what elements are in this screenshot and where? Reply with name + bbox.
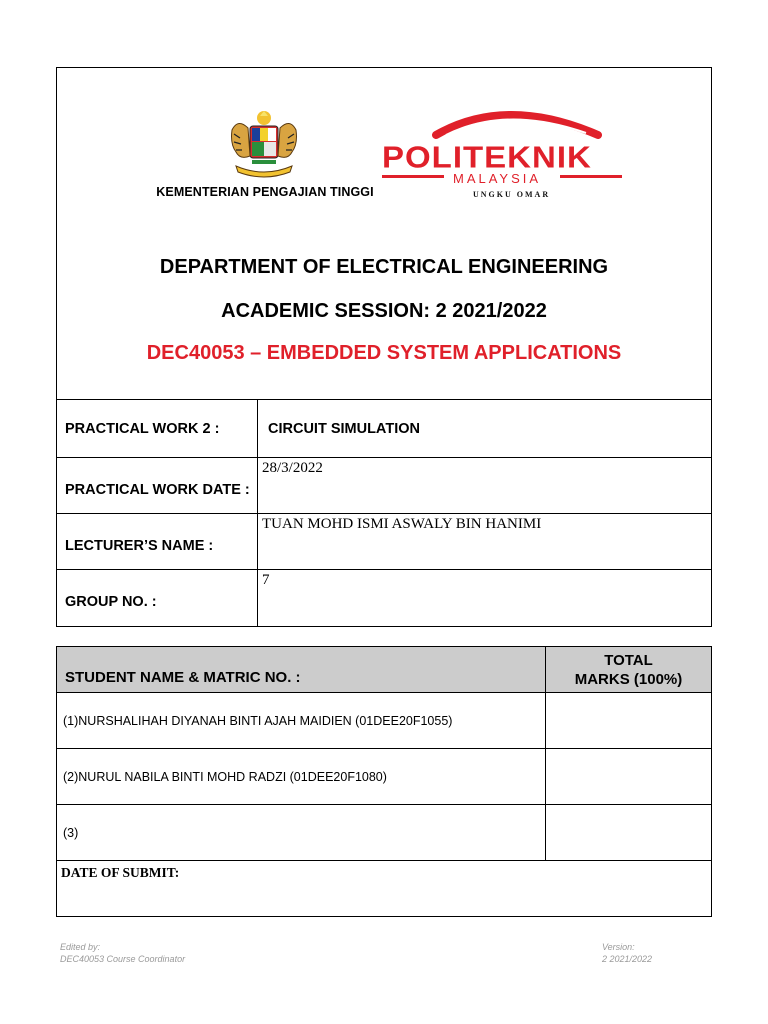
table-header-row [57, 647, 712, 693]
malaysia-wordmark: MALAYSIA [453, 171, 542, 186]
table-row [57, 861, 712, 917]
student-table [56, 646, 712, 917]
student-3-name: (3) [57, 805, 546, 861]
practical-work-value: CIRCUIT SIMULATION [258, 400, 712, 458]
total-marks-header [546, 647, 712, 693]
student-name-header: STUDENT NAME & MATRIC NO. : [57, 647, 546, 693]
total-marks-header-line1: TOTAL [604, 651, 653, 669]
table-row [57, 749, 712, 805]
ministry-name: KEMENTERIAN PENGAJIAN TINGGI [156, 185, 374, 199]
student-1-name: (1)NURSHALIHAH DIYANAH BINTI AJAH MAIDIEN (01DEE20F1055) [57, 693, 546, 749]
lecturer-value: TUAN MOHD ISMI ASWALY BIN HANIMI [258, 514, 712, 570]
politeknik-wordmark: POLITEKNIK [382, 140, 592, 175]
department-title: DEPARTMENT OF ELECTRICAL ENGINEERING [159, 256, 609, 278]
group-label: GROUP NO. : [57, 570, 258, 627]
table-row [57, 458, 712, 514]
student-1-marks [546, 693, 712, 749]
practical-info-table [56, 399, 712, 627]
table-row [57, 693, 712, 749]
student-3-marks [546, 805, 712, 861]
footer-version-label: Version: [602, 942, 635, 952]
group-value: 7 [258, 570, 712, 627]
course-title: DEC40053 – EMBEDDED SYSTEM APPLICATIONS [146, 342, 622, 364]
practical-date-label: PRACTICAL WORK DATE : [57, 458, 258, 514]
table-row [57, 400, 712, 458]
footer-version [602, 941, 652, 965]
footer-coordinator: DEC40053 Course Coordinator [60, 954, 186, 964]
academic-session: ACADEMIC SESSION: 2 2021/2022 [221, 300, 547, 322]
student-2-marks [546, 749, 712, 805]
date-of-submit: DATE OF SUBMIT: [57, 861, 712, 917]
practical-date-value: 28/3/2022 [258, 458, 712, 514]
footer-version-value: 2 2021/2022 [602, 954, 653, 964]
campus-name: UNGKU OMAR [473, 190, 551, 199]
table-row [57, 570, 712, 627]
practical-work-label: PRACTICAL WORK 2 : [57, 400, 258, 458]
table-row [57, 514, 712, 570]
footer-edited-by: Edited by: [60, 942, 101, 952]
student-2-name: (2)NURUL NABILA BINTI MOHD RADZI (01DEE20F1080) [57, 749, 546, 805]
table-row [57, 805, 712, 861]
footer-editor [60, 941, 185, 965]
lecturer-label: LECTURER’S NAME : [57, 514, 258, 570]
total-marks-header-line2: MARKS (100%) [574, 670, 683, 688]
coat-of-arms-icon [226, 108, 302, 182]
